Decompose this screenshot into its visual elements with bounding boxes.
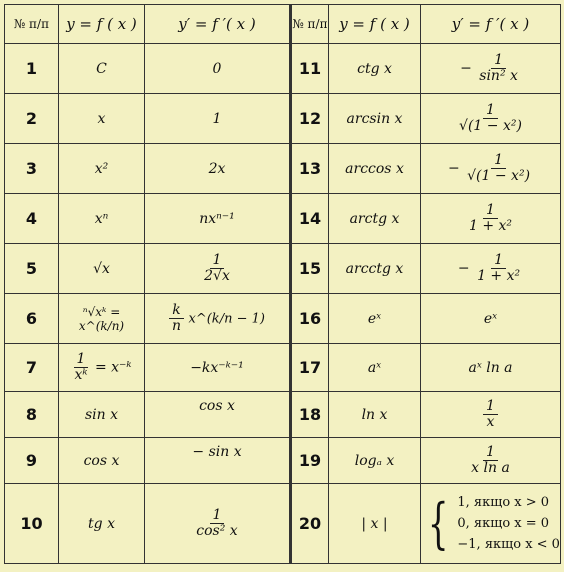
row-number: 6 [5,294,59,344]
row-number: 10 [5,484,59,564]
row-number: 3 [5,144,59,194]
row-number: 12 [291,94,329,144]
function-cell [59,344,145,392]
derivative-cell: eˣ [421,294,561,344]
derivative-cell [145,484,291,564]
function-cell: cos x [59,438,145,484]
derivative-cell: aˣ ln a [421,344,561,392]
function-cell: tg x [59,484,145,564]
function-cell: ln x [329,392,421,438]
header-num-left: № п/п [5,5,59,44]
sign: − [447,160,460,177]
table-row [5,94,561,144]
case-line: 0, якщо x = 0 [457,516,550,531]
fraction: $\frac{1}{\text{√(1 − x²)}}$ [459,102,522,134]
function-cell: x [59,94,145,144]
case-line: 1, якщо x > 0 [457,495,550,510]
row-number: 8 [5,392,59,438]
derivative-cell: − sin x [145,438,291,484]
function-cell: ⁿ√xᵏ = x^(k/n) [59,294,145,344]
fraction: $\frac{1}{\text{sin² x}}$ [479,52,518,84]
derivative-cell: 2x [145,144,291,194]
row-number: 7 [5,344,59,392]
row-number: 14 [291,194,329,244]
table-row [5,44,561,94]
header-deriv-left: y′ = f ′( x ) [145,5,291,44]
derivative-cell: 1 [145,94,291,144]
header-row [5,5,561,44]
derivative-cell [421,44,561,94]
function-cell: eˣ [329,294,421,344]
fraction: $\frac{1}{\text{x ln a}}$ [471,444,510,476]
function-cell: sin x [59,392,145,438]
derivative-cell: −kx⁻ᵏ⁻¹ [145,344,291,392]
sign: − [460,60,472,77]
table-row [5,144,561,194]
header-func-right: y = f ( x ) [329,5,421,44]
row-number: 15 [291,244,329,294]
table-row [5,392,561,438]
fraction: $\frac{1}{\text{1 + x²}}$ [468,202,513,234]
header-num-right: № п/п [291,5,329,44]
function-cell: arccos x [329,144,421,194]
function-cell: arctg x [329,194,421,244]
power-term: = x⁻ᵏ [94,359,132,376]
function-cell: aˣ [329,344,421,392]
table-row [5,194,561,244]
fraction: $\frac{1}{x}$ [483,399,498,430]
function-cell: √x [59,244,145,294]
function-cell: x² [59,144,145,194]
table-row [5,484,561,564]
table-row [5,344,561,392]
fraction: $\frac{1}{\text{√(1 − x²)}}$ [467,152,531,184]
row-number: 17 [291,344,329,392]
header-func-left: y = f ( x ) [59,5,145,44]
function-cell: arcsin x [329,94,421,144]
derivative-cell [421,94,561,144]
derivative-cell [145,294,291,344]
derivative-cell: 0 [145,44,291,94]
function-cell: arcctg x [329,244,421,294]
fraction: $\frac{1}{\text{xᵏ}}$ [74,351,88,383]
piecewise-cases [421,492,560,555]
row-number: 9 [5,438,59,484]
table-row [5,438,561,484]
derivatives-table [4,4,561,564]
power-term: x^(k/n − 1) [188,311,265,327]
derivative-cell [421,194,561,244]
row-number: 20 [291,484,329,564]
function-cell: C [59,44,145,94]
row-number: 13 [291,144,329,194]
derivative-cell [421,484,561,564]
row-number: 19 [291,438,329,484]
table-row [5,244,561,294]
row-number: 2 [5,94,59,144]
row-number: 4 [5,194,59,244]
function-cell: | x | [329,484,421,564]
derivative-cell: nxⁿ⁻¹ [145,194,291,244]
row-number: 18 [291,392,329,438]
sign: − [457,260,470,277]
fraction: $\frac{1}{2√x}$ [204,252,230,284]
derivative-cell [145,244,291,294]
function-cell: ctg x [329,44,421,94]
derivative-cell [421,144,561,194]
row-number: 5 [5,244,59,294]
fraction: $\frac{1}{\text{cos² x}}$ [196,507,238,539]
row-number: 16 [291,294,329,344]
header-deriv-right: y′ = f ′( x ) [421,5,561,44]
derivative-cell [421,438,561,484]
case-line: −1, якщо x < 0 [457,537,560,552]
derivative-cell [421,244,561,294]
function-cell: xⁿ [59,194,145,244]
derivative-cell: cos x [145,392,291,438]
fraction: $\frac{k}{n}$ [169,303,184,334]
derivative-cell [421,392,561,438]
left-brace: { [427,491,449,555]
fraction: $\frac{1}{\text{1 + x²}}$ [477,252,521,284]
row-number: 11 [291,44,329,94]
row-number: 1 [5,44,59,94]
table-row [5,294,561,344]
function-cell: logₐ x [329,438,421,484]
